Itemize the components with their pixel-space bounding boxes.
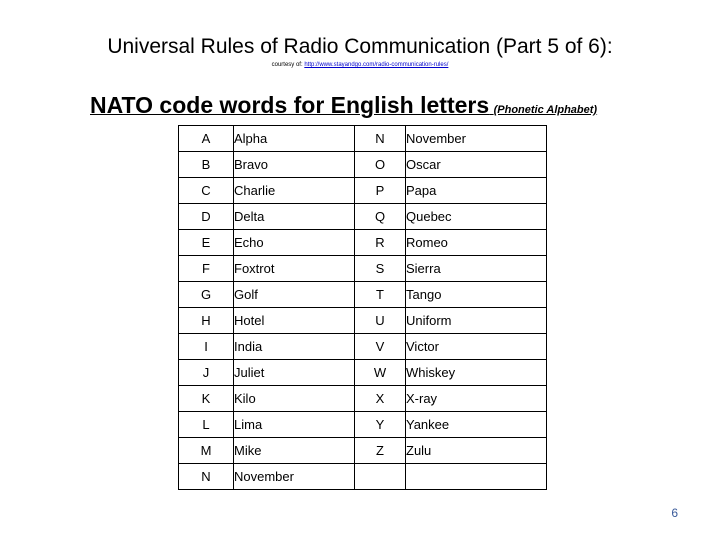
table-row	[179, 152, 547, 178]
letter-cell: Z	[355, 438, 406, 464]
code-word-cell: Mike	[234, 438, 355, 464]
code-word-cell: X-ray	[406, 386, 547, 412]
code-word-cell: Echo	[234, 230, 355, 256]
section-heading	[90, 90, 720, 120]
table-row	[179, 256, 547, 282]
letter-cell: F	[179, 256, 234, 282]
letter-cell: B	[179, 152, 234, 178]
page-number: 6	[671, 506, 678, 520]
letter-cell: C	[179, 178, 234, 204]
code-word-cell: Foxtrot	[234, 256, 355, 282]
letter-cell: V	[355, 334, 406, 360]
code-word-cell: Zulu	[406, 438, 547, 464]
code-word-cell: Oscar	[406, 152, 547, 178]
table-row	[179, 126, 547, 152]
code-word-cell: November	[234, 464, 355, 490]
letter-cell: Q	[355, 204, 406, 230]
letter-cell: O	[355, 152, 406, 178]
table-row	[179, 464, 547, 490]
code-word-cell	[406, 464, 547, 490]
letter-cell: M	[179, 438, 234, 464]
table-row	[179, 178, 547, 204]
table-row	[179, 334, 547, 360]
code-word-cell: Charlie	[234, 178, 355, 204]
table-row	[179, 230, 547, 256]
table-body	[179, 126, 547, 490]
code-word-cell: Golf	[234, 282, 355, 308]
letter-cell: E	[179, 230, 234, 256]
letter-cell: T	[355, 282, 406, 308]
letter-cell	[355, 464, 406, 490]
letter-cell: L	[179, 412, 234, 438]
letter-cell: A	[179, 126, 234, 152]
letter-cell: Y	[355, 412, 406, 438]
letter-cell: R	[355, 230, 406, 256]
code-word-cell: Delta	[234, 204, 355, 230]
code-word-cell: India	[234, 334, 355, 360]
code-word-cell: Uniform	[406, 308, 547, 334]
letter-cell: D	[179, 204, 234, 230]
code-word-cell: Yankee	[406, 412, 547, 438]
table-row	[179, 412, 547, 438]
code-word-cell: Lima	[234, 412, 355, 438]
code-word-cell: Juliet	[234, 360, 355, 386]
section-heading-paren: (Phonetic Alphabet)	[493, 104, 598, 116]
source-credit	[0, 61, 720, 69]
code-word-cell: Sierra	[406, 256, 547, 282]
letter-cell: K	[179, 386, 234, 412]
letter-cell: I	[179, 334, 234, 360]
letter-cell: N	[179, 464, 234, 490]
source-prefix: courtesy of:	[271, 62, 305, 68]
letter-cell: G	[179, 282, 234, 308]
code-word-cell: Tango	[406, 282, 547, 308]
letter-cell: X	[355, 386, 406, 412]
letter-cell: J	[179, 360, 234, 386]
table-row	[179, 204, 547, 230]
table-row	[179, 386, 547, 412]
letter-cell: W	[355, 360, 406, 386]
code-word-cell: Whiskey	[406, 360, 547, 386]
code-word-cell: November	[406, 126, 547, 152]
slide-title: Universal Rules of Radio Communication (Part 5 of 6):	[107, 35, 613, 58]
table-row	[179, 438, 547, 464]
nato-alphabet-table	[178, 125, 547, 490]
table-row	[179, 282, 547, 308]
code-word-cell: Quebec	[406, 204, 547, 230]
table-row	[179, 308, 547, 334]
code-word-cell: Papa	[406, 178, 547, 204]
code-word-cell: Kilo	[234, 386, 355, 412]
letter-cell: N	[355, 126, 406, 152]
code-word-cell: Victor	[406, 334, 547, 360]
letter-cell: U	[355, 308, 406, 334]
source-link[interactable]: http://www.stayandgo.com/radio-communication-rules/	[304, 62, 449, 68]
section-heading-main: NATO code words for English letters	[90, 92, 490, 118]
letter-cell: P	[355, 178, 406, 204]
code-word-cell: Romeo	[406, 230, 547, 256]
letter-cell: S	[355, 256, 406, 282]
code-word-cell: Bravo	[234, 152, 355, 178]
table-row	[179, 360, 547, 386]
code-word-cell: Alpha	[234, 126, 355, 152]
code-word-cell: Hotel	[234, 308, 355, 334]
letter-cell: H	[179, 308, 234, 334]
